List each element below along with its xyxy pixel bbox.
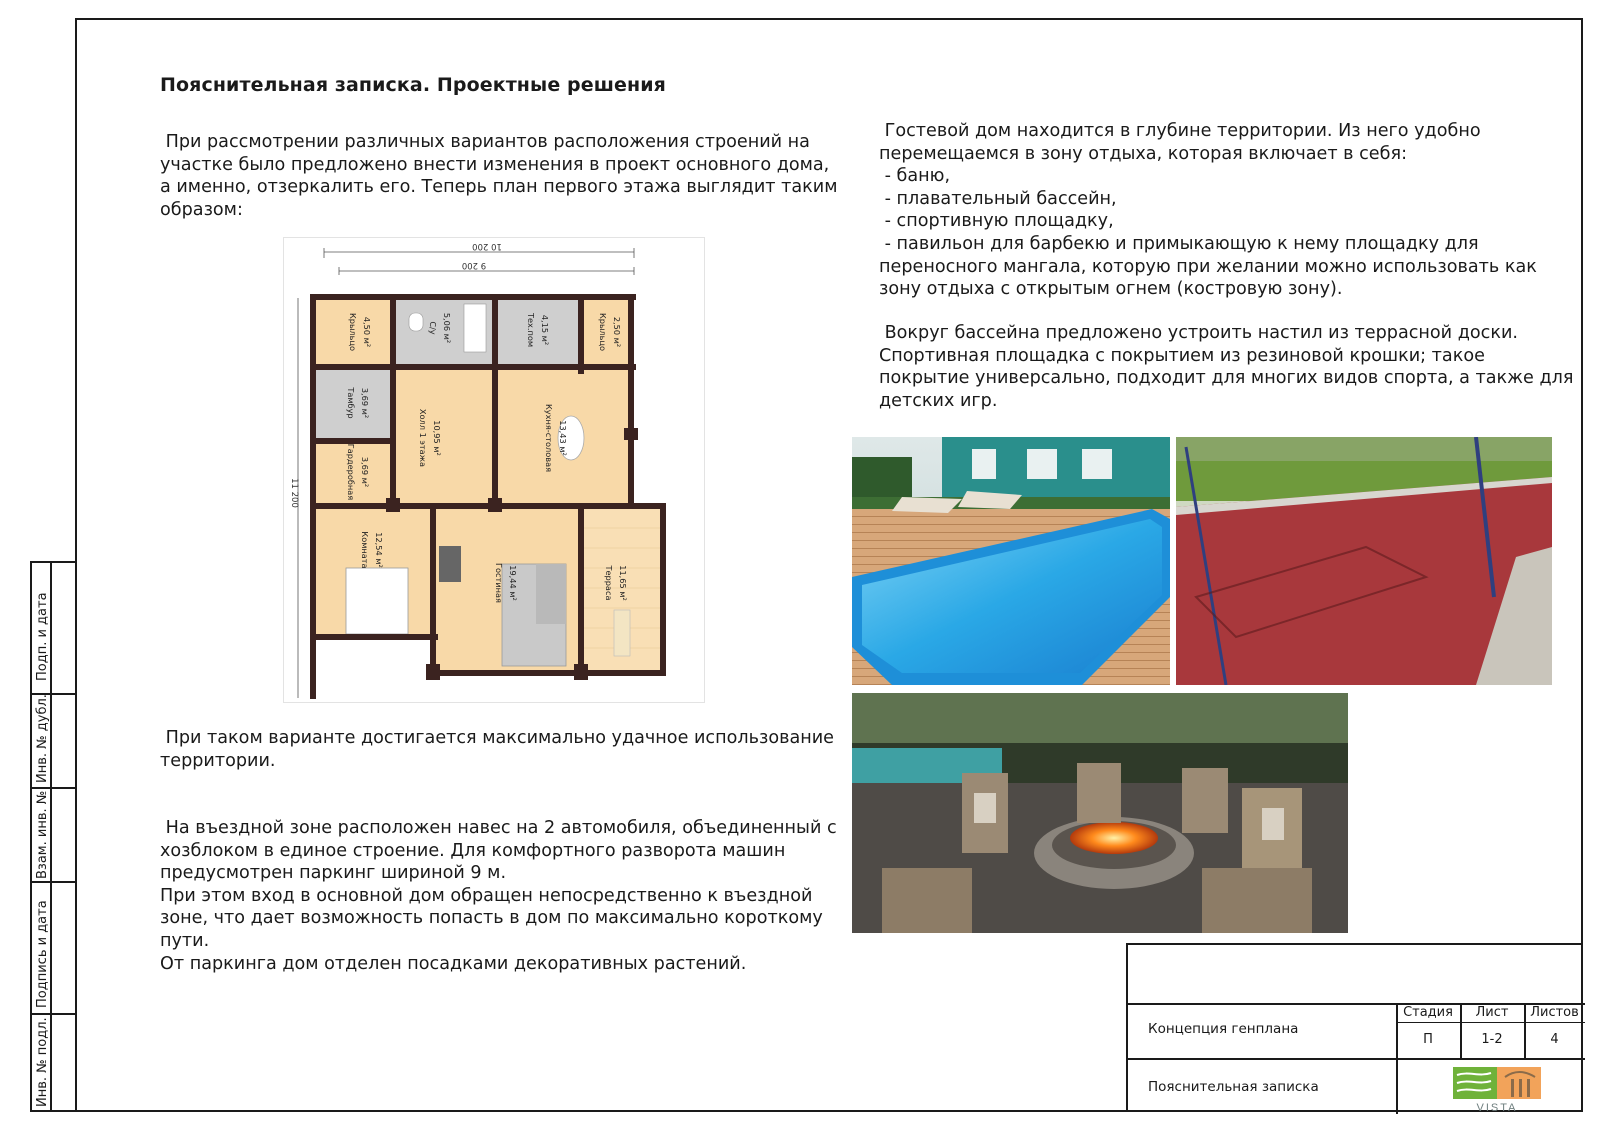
room-label: Гардеробная — [346, 443, 356, 501]
floor-plan-drawing — [284, 238, 706, 704]
paragraph-pool-deck: Вокруг бассейна предложено устроить настил из террасной доски. Спортивная площадка с покрытием из резиновой крошки; такое покрытие универсально, подходит для многих видов спорта, а также для детских игр. — [879, 323, 1580, 411]
room-area: 13,43 м² — [558, 420, 568, 456]
room-area: 4,50 м² — [362, 316, 372, 348]
paragraph-entry-zone: На въездной зоне расположен навес на 2 автомобиля, объединенный с хозблоком в единое строение. Для комфортного разворота машин предусмотрен паркинг шириной 9 м. При этом вход в основной дом обращен непосредственно к въездной зоне, что дает возможность попасть в дом по максимально короткому пути. От паркинга дом отделен посадками декоративных растений. — [160, 818, 837, 974]
vista-logo — [1453, 1065, 1543, 1113]
room-area: 3,69 м² — [360, 456, 370, 488]
side-stamp — [30, 561, 77, 1112]
title-block-divider — [1396, 1022, 1585, 1023]
paragraph-guest-house: Гостевой дом находится в глубине территории. Из него удобно перемещаемся в зону отдыха, которая включает в себя: - баню, - плавательный бассейн, - спортивную площадку, - павильон для барбекю и примыкающую к нему площадку для переносного мангала, которую при желании можно использовать как зону отдыха с открытым огнем (костровую зону). — [879, 121, 1537, 300]
sports-court-photo — [1176, 437, 1552, 685]
side-cell-2: Инв. № дубл. — [32, 695, 77, 789]
room-area: 5,06 м² — [442, 312, 452, 344]
side-cell-4: Подпись и дата — [32, 883, 77, 1015]
room-label: Кухня-столовая — [544, 403, 554, 473]
room-label: С/у — [428, 321, 438, 335]
fire-pit-photo — [852, 693, 1348, 933]
room-area: 4,15 м² — [540, 314, 550, 346]
room-label: Гостиная — [494, 563, 504, 603]
dim-side: 11 200 — [289, 478, 299, 508]
sheet-header: Лист — [1475, 1005, 1509, 1020]
floor-plan — [283, 237, 705, 703]
title-block-divider — [1128, 1058, 1585, 1060]
logo-text: VISTA — [1476, 1102, 1518, 1113]
stage-value: П — [1423, 1032, 1433, 1047]
room-area: 10,95 м² — [432, 420, 442, 456]
side-cell-5: Инв. № подл. — [35, 1017, 50, 1107]
dim-top-outer: 10 200 — [472, 241, 502, 251]
paragraph-layout-change: При рассмотрении различных вариантов расположения строений на участке было предложено внести изменения в проект основного дома, а именно, отзеркалить его. Теперь план первого этажа выглядит таким образом: — [160, 132, 844, 220]
pool-photo — [852, 437, 1170, 685]
dim-top-inner: 9 200 — [461, 260, 487, 270]
stage-header: Стадия — [1403, 1005, 1453, 1020]
title-block — [1126, 943, 1583, 1112]
side-cell-3: Взам. инв. № — [32, 789, 77, 883]
sheets-value: 4 — [1550, 1032, 1559, 1047]
room-label: Терраса — [604, 565, 614, 601]
sheet-title: Пояснительная записка — [1148, 1079, 1319, 1095]
room-label: Тамбур — [346, 387, 356, 419]
room-label: Крыльцо — [598, 312, 608, 352]
room-area: 12,54 м² — [374, 532, 384, 568]
side-cell-1: Подп. и дата — [32, 563, 77, 695]
project-name: Концепция генплана — [1148, 1021, 1299, 1037]
room-label: Крыльцо — [348, 312, 358, 352]
sheet-value: 1-2 — [1481, 1032, 1503, 1047]
sheets-header: Листов — [1530, 1005, 1579, 1020]
room-label: Тех.пом — [526, 312, 536, 348]
room-label: Холл 1 этажа — [418, 408, 428, 468]
paragraph-territory-use: При таком варианте достигается максимально удачное использование территории. — [160, 728, 840, 771]
room-label: Комната — [360, 531, 370, 569]
room-area: 3,69 м² — [360, 387, 370, 419]
page-title: Пояснительная записка. Проектные решения — [160, 74, 666, 96]
room-area: 19,44 м² — [508, 565, 518, 601]
room-area: 11,65 м² — [618, 565, 628, 601]
room-area: 2,50 м² — [612, 316, 622, 348]
